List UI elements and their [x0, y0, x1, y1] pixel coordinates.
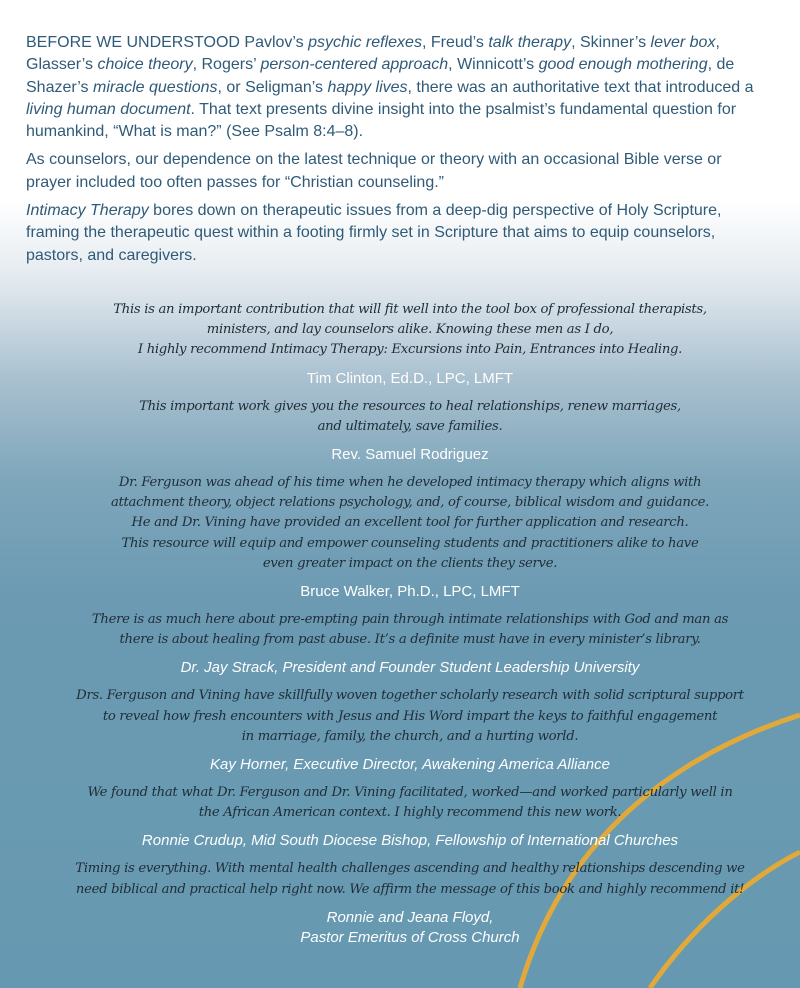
endorsement-attribution: Tim Clinton, Ed.D., LPC, LMFT: [306, 369, 514, 387]
endorsement: [40, 783, 780, 851]
endorsement: [40, 397, 780, 465]
endorsement: [40, 473, 780, 602]
intro-paragraph-1: [26, 32, 766, 143]
intro-italic-term: miracle questions: [93, 78, 218, 96]
endorsement-quote: Dr. Ferguson was ahead of his time when he developed intimacy therapy which aligns with attachment theory, object relations psychology, and, of course, biblical wisdom and guidance. He and Dr. Vining have provided an excellent tool for further application and research. This resource will equip and empower counseling students and practitioners alike to have even greater impact on the clients they serve.: [110, 475, 710, 571]
endorsement-attribution: Ronnie and Jeana Floyd, Pastor Emeritus of Cross Church: [300, 908, 520, 946]
intro-text-run: , Winnicott’s: [448, 56, 539, 74]
intro-copy: [26, 32, 766, 273]
intro-text-run: , Glasser’s: [26, 34, 720, 74]
intro-text-run: . That text presents divine insight into the psalmist’s fundamental question for humankind, “What is man?” (See Psalm 8:4–8).: [26, 100, 737, 141]
intro-italic-term: talk therapy: [488, 34, 572, 51]
endorsement-attribution: Kay Horner, Executive Director, Awakening America Alliance: [210, 756, 610, 774]
endorsement-quote: Drs. Ferguson and Vining have skillfully woven together scholarly research with solid scriptural support to reveal how fresh encounters with Jesus and His Word impart the keys to faithful engagement in marriage, family, the church, and a hurting world.: [76, 688, 744, 744]
intro-text-run: , Freud’s: [421, 34, 489, 51]
intro-italic-term: psychic reflexes: [308, 34, 422, 51]
intro-paragraph-2: As counselors, our dependence on the latest technique or theory with an occasional Bible verse or prayer included too often passes for “Christian counseling.”: [26, 151, 722, 191]
endorsement-quote: Timing is everything. With mental health challenges ascending and healthy relationships descending we need biblical and practical help right now. We affirm the message of this book and highly recommend it!: [75, 861, 745, 897]
endorsements: [40, 300, 780, 956]
intro-italic-term: choice theory: [97, 56, 193, 74]
endorsement: [40, 859, 780, 947]
intro-text-run: , Rogers’: [192, 56, 261, 74]
endorsement: [40, 300, 780, 389]
intro-text-run: BEFORE WE UNDERSTOOD Pavlov’s: [26, 34, 309, 51]
endorsement-quote: There is as much here about pre-empting pain through intimate relationships with God and man as there is about healing from past abuse. It’s a definite must have in every minister’s library.: [91, 612, 729, 648]
intro-text-run: , de Shazer’s: [26, 56, 735, 96]
endorsement-attribution: Ronnie Crudup, Mid South Diocese Bishop, Fellowship of International Churches: [141, 832, 679, 850]
intro-italic-term: living human document: [26, 100, 191, 118]
intro-text-run: , or Seligman’s: [217, 78, 328, 96]
intro-italic-term: lever box: [650, 34, 716, 51]
intro-text-run: , Skinner’s: [571, 34, 651, 51]
intro-italic-term: happy lives: [327, 78, 408, 96]
endorsement-attribution: Rev. Samuel Rodriguez: [331, 446, 489, 464]
endorsement-attribution: Bruce Walker, Ph.D., LPC, LMFT: [300, 583, 520, 601]
endorsement-quote: This is an important contribution that will fit well into the tool box of professional therapists, ministers, and lay counselors alike. Knowing these men as I do, I highly recommend Intimacy Therapy: Excursions into Pain, Entrances into Healing.: [113, 302, 707, 358]
endorsement: [40, 610, 780, 678]
endorsement-quote: We found that what Dr. Ferguson and Dr. Vining facilitated, worked—and worked particularly well in the African American context. I highly recommend this new work.: [87, 785, 733, 821]
endorsement: [40, 686, 780, 775]
book-title: Intimacy Therapy: [26, 202, 149, 220]
intro-text-run: , there was an authoritative text that introduced a: [407, 78, 754, 96]
intro-paragraph-3: [26, 200, 766, 267]
endorsement-quote: This important work gives you the resources to heal relationships, renew marriages, and ultimately, save families.: [139, 398, 681, 434]
intro-paragraph-3-rest: bores down on therapeutic issues from a deep-dig perspective of Holy Scripture, framing the therapeutic quest within a footing firmly set in Scripture that aims to equip counselors, pastors, and caregivers.: [26, 202, 722, 264]
intro-italic-term: person-centered approach: [260, 56, 449, 74]
endorsement-attribution: Dr. Jay Strack, President and Founder Student Leadership University: [180, 659, 640, 677]
intro-italic-term: good enough mothering: [538, 56, 708, 74]
